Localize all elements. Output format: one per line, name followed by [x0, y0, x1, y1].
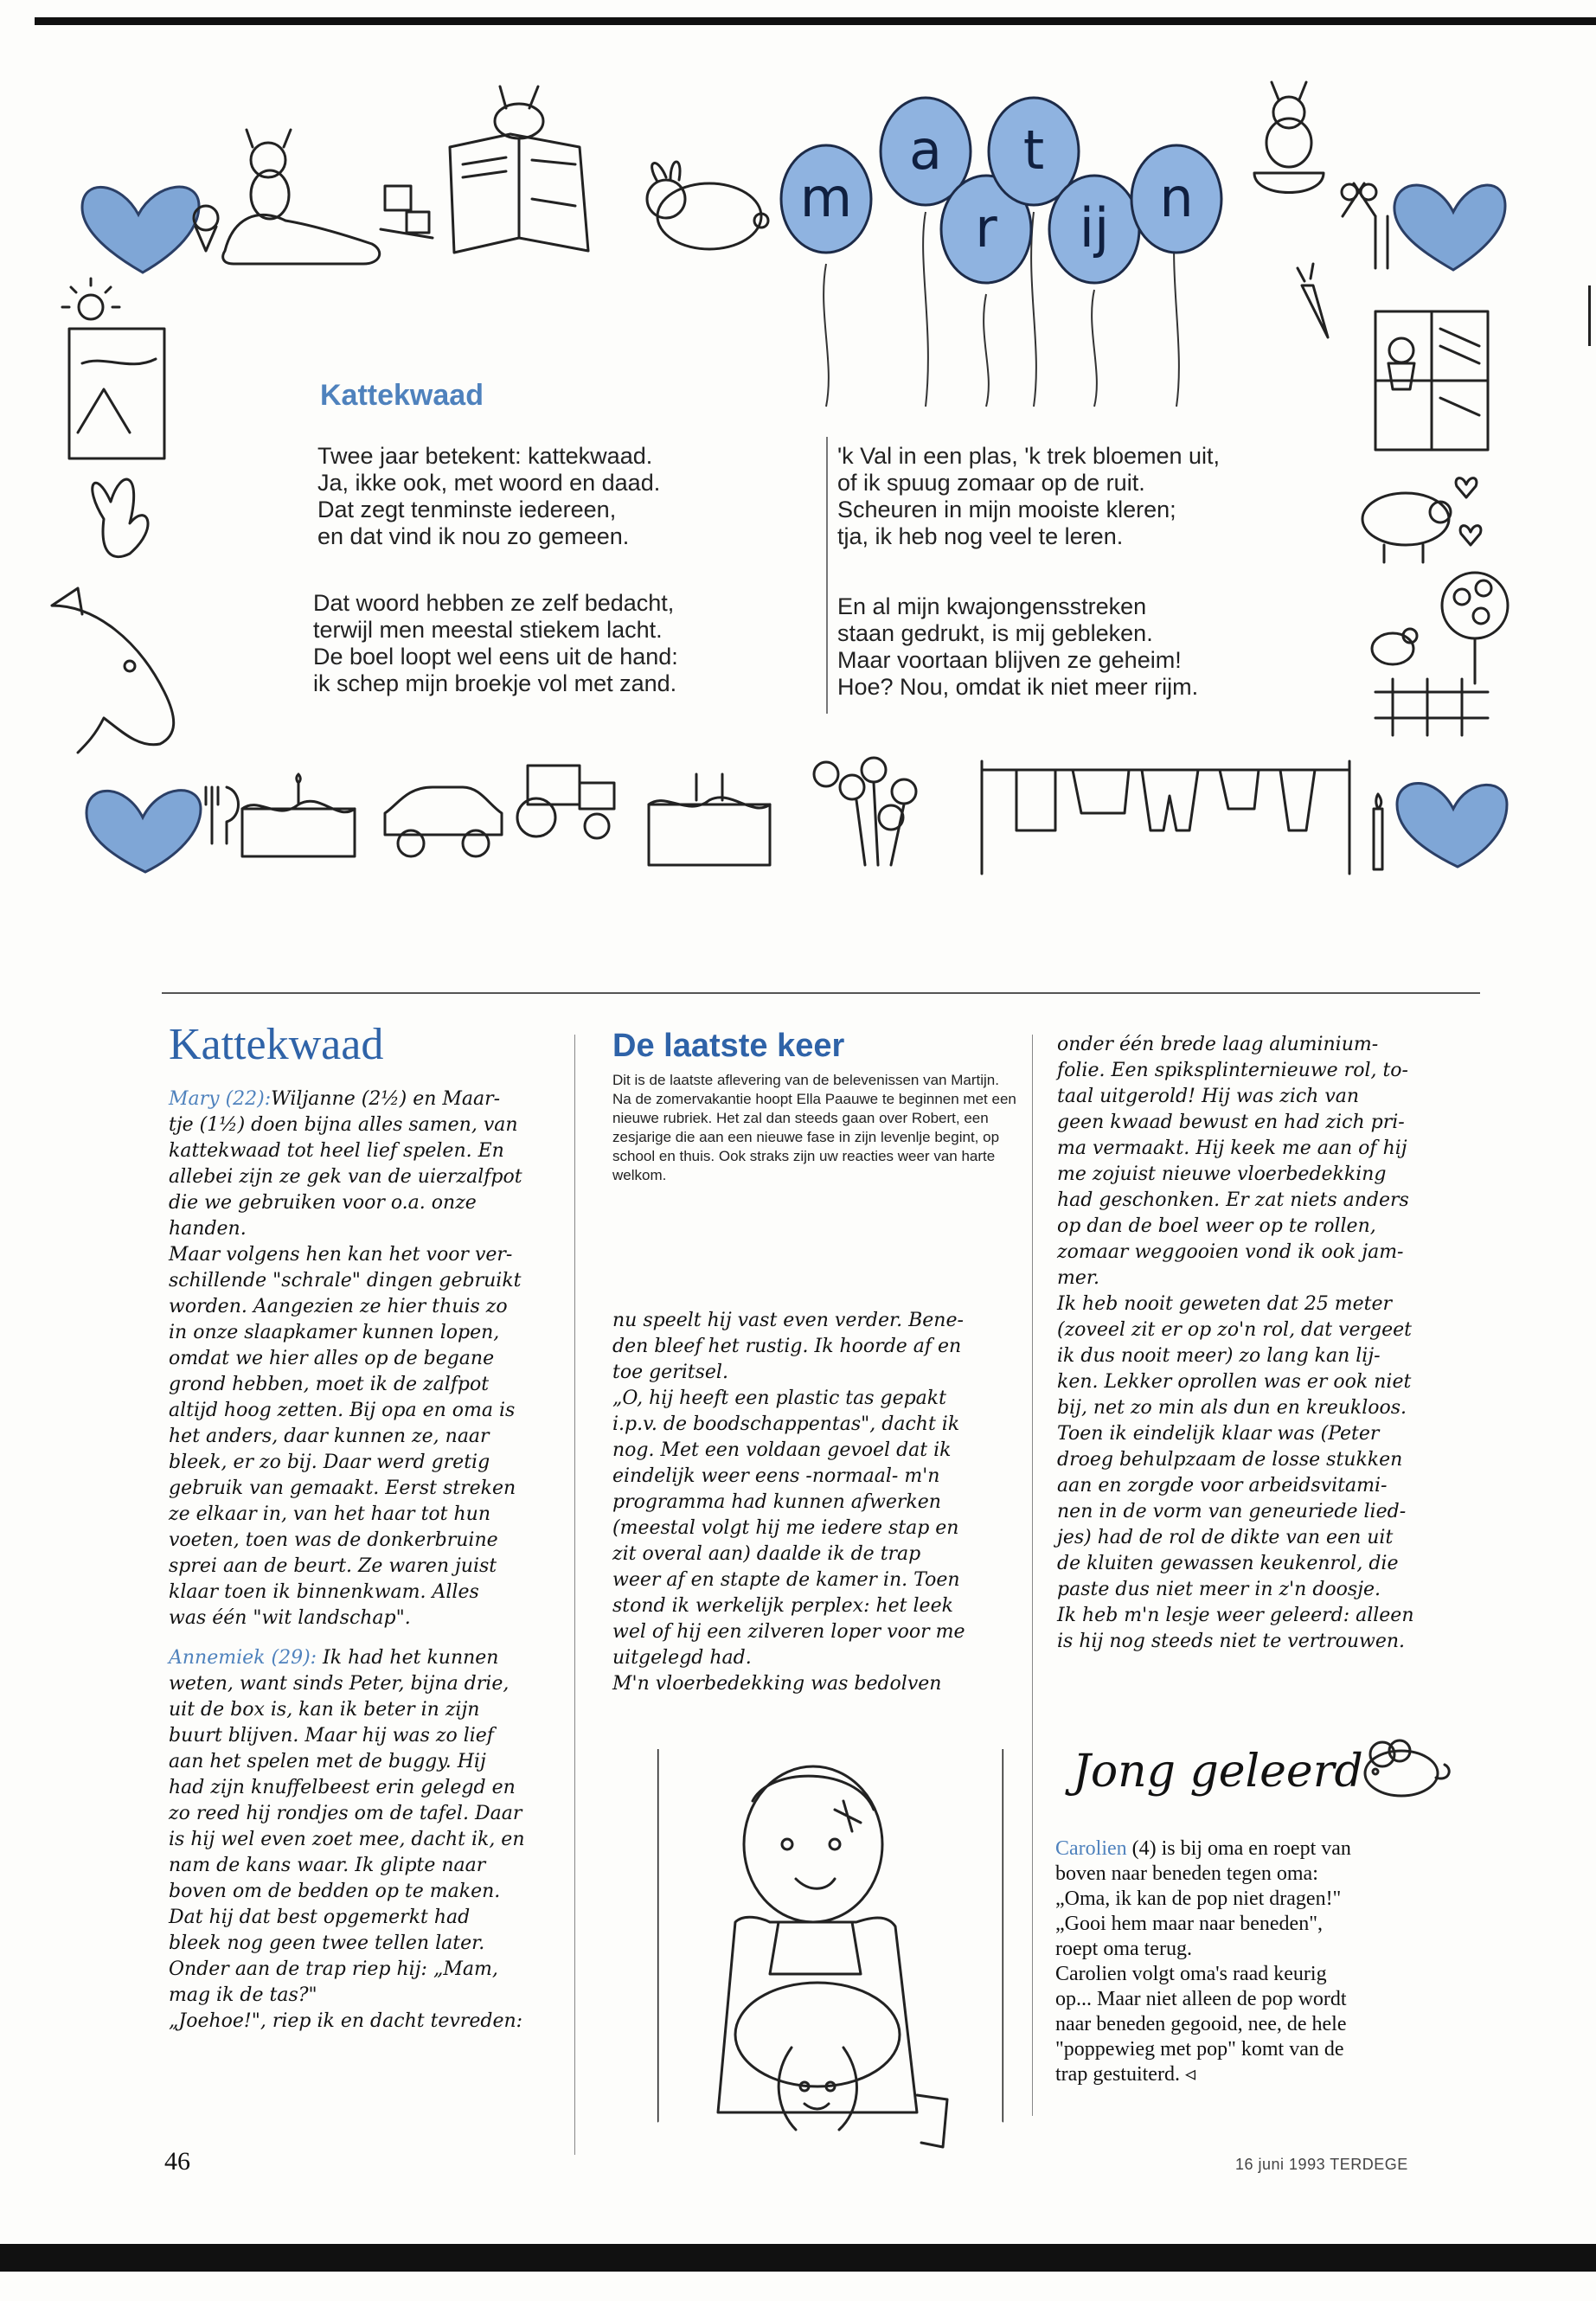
poem-line: Dat zegt tenminste iedereen, — [317, 497, 617, 522]
heart-icon — [1397, 783, 1507, 867]
balloon-letter: n — [1159, 166, 1194, 229]
name-balloons — [781, 98, 1221, 407]
pig-icon — [1362, 493, 1451, 562]
poem-stanza — [313, 590, 678, 697]
poem-line: En al mijn kwajongensstreken — [837, 593, 1147, 619]
text-line: boven naar beneden tegen oma: — [1055, 1862, 1318, 1885]
page-number: 46 — [164, 2147, 190, 2176]
text-line: Dat hij dat best opgemerkt had — [169, 1907, 471, 1928]
text-line: die we gebruiken voor o.a. onze — [169, 1192, 477, 1214]
text-line: schillende "schrale" dingen gebruikt — [169, 1270, 522, 1292]
text-line: bleek nog geen twee tellen later. — [169, 1932, 485, 1954]
text-line: weten, want sinds Peter, bijna drie, — [169, 1673, 510, 1695]
text-line: trap gestuiterd. ◃ — [1055, 2063, 1195, 2086]
text-line: mer. — [1057, 1267, 1099, 1289]
horse-head-icon — [52, 588, 174, 753]
text-line: kattekwaad tot heel lief spelen. En — [169, 1140, 504, 1162]
heart-icon — [1394, 185, 1505, 270]
text-line: tje (1½) doen bijna alles samen, van — [169, 1114, 518, 1136]
text-line: aan en zorgde voor arbeidsvitami- — [1057, 1475, 1388, 1497]
poem-line: Scheuren in mijn mooiste kleren; — [837, 497, 1176, 522]
column-2-text — [612, 1308, 965, 1697]
text-line: Onder aan de trap riep hij: „Mam, — [169, 1958, 498, 1980]
sun-window-icon — [62, 279, 164, 458]
poem-line: 'k Val in een plas, 'k trek bloemen uit, — [837, 443, 1221, 469]
jong-geleerd-text — [1055, 1836, 1351, 2087]
fence-chicken-icon — [1372, 629, 1488, 735]
contributor-name: Mary (22): — [169, 1088, 272, 1110]
tree-icon — [1442, 573, 1508, 683]
text-line: toe geritsel. — [612, 1362, 728, 1383]
text-line: paste dus niet meer in z'n doosje. — [1057, 1579, 1381, 1600]
text-line: ze elkaar in, van het haar tot hun — [169, 1503, 490, 1525]
text-line: in onze slaapkamer kunnen lopen, — [169, 1322, 500, 1343]
clothesline-icon — [982, 761, 1349, 874]
carrot-icon — [1298, 264, 1328, 337]
kattekwaad-heading: Kattekwaad — [169, 1020, 384, 1069]
poem-line: Maar voortaan blijven ze geheim! — [837, 647, 1182, 673]
text-line: i.p.v. de boodschappentas", dacht ik — [612, 1413, 960, 1435]
text-line: Ik had het kunnen — [317, 1647, 499, 1669]
birthday-cake-icon — [649, 774, 770, 865]
poem-line: Ja, ikke ook, met woord en daad. — [317, 470, 661, 496]
heart-icon — [82, 187, 199, 272]
text-line: zo reed hij rondjes om de tafel. Daar — [169, 1803, 522, 1824]
text-line: naar beneden gegooid, nee, de hele — [1055, 2013, 1347, 2035]
illustration-frame — [0, 0, 1596, 934]
text-line: grond hebben, moet ik de zalfpot — [169, 1374, 490, 1395]
text-line: sprei aan de beurt. Ze waren juist — [169, 1555, 497, 1577]
balloon-letter: m — [799, 166, 853, 229]
shoe-with-mouse-icon — [223, 130, 380, 264]
jong-geleerd-heading: Jong geleerd — [1073, 1746, 1363, 1798]
balloon-letter: r — [975, 196, 997, 260]
text-line: folie. Een spiksplinternieuwe rol, to- — [1057, 1060, 1408, 1081]
paragraph-first-line — [1055, 1836, 1351, 1862]
text-line: (zoveel zit er op zo'n rol, dat vergeet — [1057, 1319, 1413, 1341]
poem-line: en dat vind ik nou zo gemeen. — [317, 523, 630, 549]
text-line: geen kwaad bewust en had zich pri- — [1057, 1112, 1405, 1133]
text-line: handen. — [169, 1218, 247, 1240]
text-line: nam de kans waar. Ik glipte naar — [169, 1855, 486, 1876]
text-line: op dan de boel weer op te rollen, — [1057, 1215, 1376, 1237]
paragraph — [169, 1112, 525, 1631]
text-line: boven om de bedden op te maken. — [169, 1881, 501, 1902]
heart-icon — [87, 791, 201, 872]
series-intro: Dit is de laatste aflevering van de belevenissen van Martijn. Na de zomervakantie hoopt Ella Paauwe te beginnen met een nieuwe rubriek. Het zal dan steeds gaan over Robert, een zesjarige die aan een nieuwe fase in zijn levenlje begint, op school en thuis. Ook straks zijn uw reacties weer van harte welkom. — [612, 1072, 1016, 1183]
banana-icon — [93, 479, 148, 556]
text-line: is hij nog steeds niet te vertrouwen. — [1057, 1631, 1406, 1652]
text-line: „Oma, ik kan de pop niet dragen!" — [1055, 1888, 1342, 1910]
poem-column-divider — [826, 437, 828, 714]
text-line: klaar toen ik binnenkwam. Alles — [169, 1581, 479, 1603]
text-line: buurt blijven. Maar hij was zo lief — [169, 1725, 494, 1747]
text-line: „Gooi hem maar naar beneden", — [1055, 1913, 1323, 1935]
text-line: omdat we hier alles op de begane — [169, 1348, 495, 1369]
poem-title: Kattekwaad — [320, 379, 484, 412]
scissors-icon — [1342, 183, 1376, 216]
text-line: stond ik werkelijk perplex: het leek — [612, 1595, 953, 1617]
text-line: (4) is bij oma en roept van — [1126, 1837, 1351, 1860]
paragraph-first-line — [169, 1086, 525, 1112]
text-line: had zijn knuffelbeest erin gelegd en — [169, 1777, 516, 1798]
laatste-keer-heading: De laatste keer — [612, 1028, 845, 1064]
rabbit-icon — [647, 162, 768, 249]
text-line: Ik heb m'n lesje weer geleerd: alleen — [1057, 1605, 1414, 1626]
text-line: zit overal aan) daalde ik de trap — [612, 1543, 921, 1565]
poem-line: Dat woord hebben ze zelf bedacht, — [313, 590, 675, 616]
text-line: ma vermaakt. Hij keek me aan of hij — [1057, 1138, 1407, 1159]
text-line: bij, net zo min als dun en kreukloos. — [1057, 1397, 1407, 1419]
child-with-rabbit-illustration — [657, 1749, 1003, 2182]
birthday-cake-icon — [242, 774, 355, 856]
text-line: gebruik van gemaakt. Eerst streken — [169, 1477, 516, 1499]
text-line: den bleef het rustig. Ik hoorde af en — [612, 1336, 962, 1357]
balloon-letter: a — [909, 119, 942, 182]
window-doll-icon — [1375, 311, 1488, 450]
paragraph-first-line — [169, 1645, 525, 1671]
poem-stanza — [837, 443, 1220, 550]
poem-line: terwijl men meestal stiekem lacht. — [313, 617, 663, 643]
cutlery-icon — [206, 787, 239, 843]
text-line: bleek, er zo bij. Daar werd gretig — [169, 1452, 490, 1473]
text-line: (meestal volgt hij me iedere stap en — [612, 1517, 959, 1539]
text-line: eindelijk weer eens -normaal- m'n — [612, 1465, 940, 1487]
column-1-text — [169, 1086, 525, 2035]
column-rule — [574, 1035, 575, 2155]
text-line: M'n vloerbedekking was bedolven — [612, 1673, 942, 1695]
candle-icon — [1374, 794, 1382, 869]
balloon-letter: t — [1022, 119, 1045, 182]
paragraph — [169, 1671, 525, 2035]
column-3-text — [1057, 1032, 1414, 1655]
paragraph — [1055, 1862, 1351, 2087]
poem-line: Hoe? Nou, omdat ik niet meer rijm. — [837, 674, 1199, 700]
poem-line: Twee jaar betekent: kattekwaad. — [317, 443, 653, 469]
text-line: uit de box is, kan ik beter in zijn — [169, 1699, 480, 1721]
contributor-name: Annemiek (29): — [169, 1647, 317, 1669]
text-line: nu speelt hij vast even verder. Bene- — [612, 1310, 964, 1331]
text-line: is hij wel even zoet mee, dacht ik, en — [169, 1829, 525, 1850]
poem-stanza — [317, 443, 660, 550]
text-line: taal uitgerold! Hij was zich van — [1057, 1086, 1360, 1107]
poem-line: De boel loopt wel eens uit de hand: — [313, 644, 678, 670]
toy-blocks-icon — [381, 186, 433, 238]
small-hearts-icon — [1456, 478, 1481, 545]
text-line: uitgelegd had. — [612, 1647, 752, 1669]
poem-line: staan gedrukt, is mij gebleken. — [837, 620, 1153, 646]
text-line: me zojuist nieuwe vloerbedekking — [1057, 1163, 1387, 1185]
text-line: programma had kunnen afwerken — [612, 1491, 941, 1513]
poem-stanza — [837, 593, 1198, 701]
text-line: Carolien volgt oma's raad keurig — [1055, 1963, 1327, 1985]
text-line: Wiljanne (2½) en Maar- — [271, 1088, 501, 1110]
text-line: Ik heb nooit geweten dat 25 meter — [1057, 1293, 1393, 1315]
text-line: wel of hij een zilveren loper voor me — [612, 1621, 965, 1643]
text-line: "poppewieg met pop" komt van de — [1055, 2038, 1344, 2061]
paragraph — [612, 1308, 965, 1697]
potty-mouse-icon — [1254, 82, 1324, 193]
text-line: aan het spelen met de buggy. Hij — [169, 1751, 486, 1772]
text-line: Toen ik eindelijk klaar was (Peter — [1057, 1423, 1380, 1445]
toothbrush-icon — [1375, 216, 1388, 268]
text-line: het anders, daar kunnen ze, naar — [169, 1426, 490, 1447]
issue-date: 16 juni 1993 TERDEGE — [1235, 2156, 1408, 2173]
text-line: zomaar weggooien vond ik ook jam- — [1057, 1241, 1404, 1263]
text-line: allebei zijn ze gek van de uierzalfpot — [169, 1166, 522, 1188]
balloon-letter: ij — [1079, 196, 1110, 260]
newspaper-rabbit-icon — [450, 87, 588, 253]
text-line: voeten, toen was de donkerbruine — [169, 1529, 498, 1551]
flowers-icon — [814, 758, 916, 865]
section-rule — [162, 992, 1480, 994]
text-line: jes) had de rol de dikte van een uit — [1057, 1527, 1394, 1548]
contributor-name: Carolien — [1055, 1837, 1127, 1860]
text-line: nen in de vorm van geneuriede lied- — [1057, 1501, 1407, 1522]
text-line: Maar volgens hen kan het voor ver- — [169, 1244, 513, 1266]
bottom-border-bar — [0, 2244, 1596, 2272]
text-line: altijd hoog zetten. Bij opa en oma is — [169, 1400, 516, 1421]
mouse-icon — [1349, 1730, 1462, 1808]
text-line: was één "wit landschap". — [169, 1607, 411, 1629]
text-line: de kluiten gewassen keukenrol, die — [1057, 1553, 1399, 1574]
text-line: „O, hij heeft een plastic tas gepakt — [612, 1388, 946, 1409]
toy-car-icon — [385, 787, 502, 856]
text-line: ken. Lekker oprollen was er ook niet — [1057, 1371, 1412, 1393]
column-rule — [1032, 1035, 1033, 2116]
text-line: op... Maar niet alleen de pop wordt — [1055, 1988, 1347, 2010]
poem-line: ik schep mijn broekje vol met zand. — [313, 670, 677, 696]
text-line: mag ik de tas?" — [169, 1984, 317, 2006]
text-line: weer af en stapte de kamer in. Toen — [612, 1569, 960, 1591]
text-line: had geschonken. Er zat niets anders — [1057, 1189, 1409, 1211]
text-line: droeg behulpzaam de losse stukken — [1057, 1449, 1403, 1471]
text-line: roept oma terug. — [1055, 1938, 1192, 1960]
text-line: onder één brede laag aluminium- — [1057, 1034, 1379, 1055]
text-line: ik dus nooit meer) zo lang kan lij- — [1057, 1345, 1381, 1367]
poem-line: tja, ik heb nog veel te leren. — [837, 523, 1124, 549]
text-line: „Joehoe!", riep ik en dacht tevreden: — [169, 2010, 523, 2032]
paragraph — [1057, 1032, 1414, 1655]
text-line: nog. Met een voldaan gevoel dat ik — [612, 1439, 952, 1461]
poem-line: of ik spuug zomaar op de ruit. — [837, 470, 1145, 496]
text-line: worden. Aangezien ze hier thuis zo — [169, 1296, 508, 1317]
paragraph-gap — [169, 1631, 525, 1645]
toy-tractor-icon — [517, 766, 614, 838]
